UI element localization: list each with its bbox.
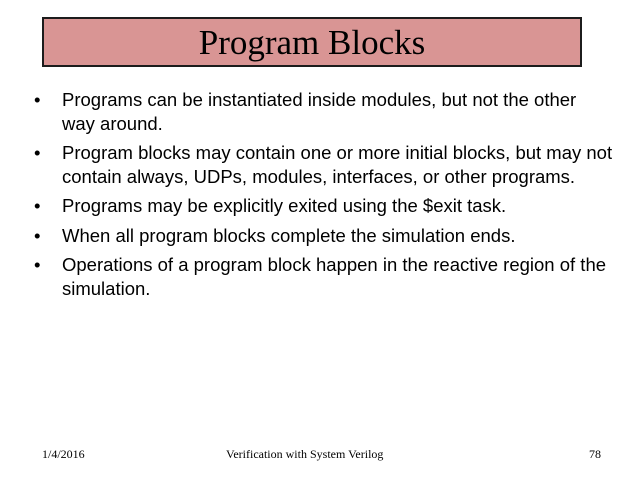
bullet-text: Operations of a program block happen in the reactive region of the simulation.: [62, 254, 607, 299]
bullet-marker: •: [34, 142, 41, 163]
bullet-text: When all program blocks complete the simulation ends.: [62, 224, 516, 246]
footer-date: 1/4/2016: [42, 447, 85, 461]
bullet-marker: •: [34, 195, 41, 216]
bullet-marker: •: [34, 254, 41, 275]
bullet-item: [34, 194, 614, 218]
bullet-list: [34, 88, 614, 306]
title-box: [42, 17, 582, 67]
page-number: 78: [589, 447, 601, 461]
bullet-text: Program blocks may contain one or more initial blocks, but may not contain always, UDPs, modules, interfaces, or other programs.: [62, 142, 613, 187]
slide-title: Program Blocks: [198, 22, 426, 62]
footer-title: Verification with System Verilog: [226, 447, 384, 461]
bullet-item: [34, 253, 614, 300]
bullet-item: [34, 224, 614, 248]
bullet-marker: •: [34, 89, 41, 110]
bullet-text: Programs may be explicitly exited using the $exit task.: [62, 195, 507, 216]
bullet-marker: •: [34, 224, 41, 246]
bullet-item: [34, 141, 614, 188]
bullet-text: Programs can be instantiated inside modules, but not the other way around.: [62, 89, 577, 134]
bullet-item: [34, 88, 614, 135]
